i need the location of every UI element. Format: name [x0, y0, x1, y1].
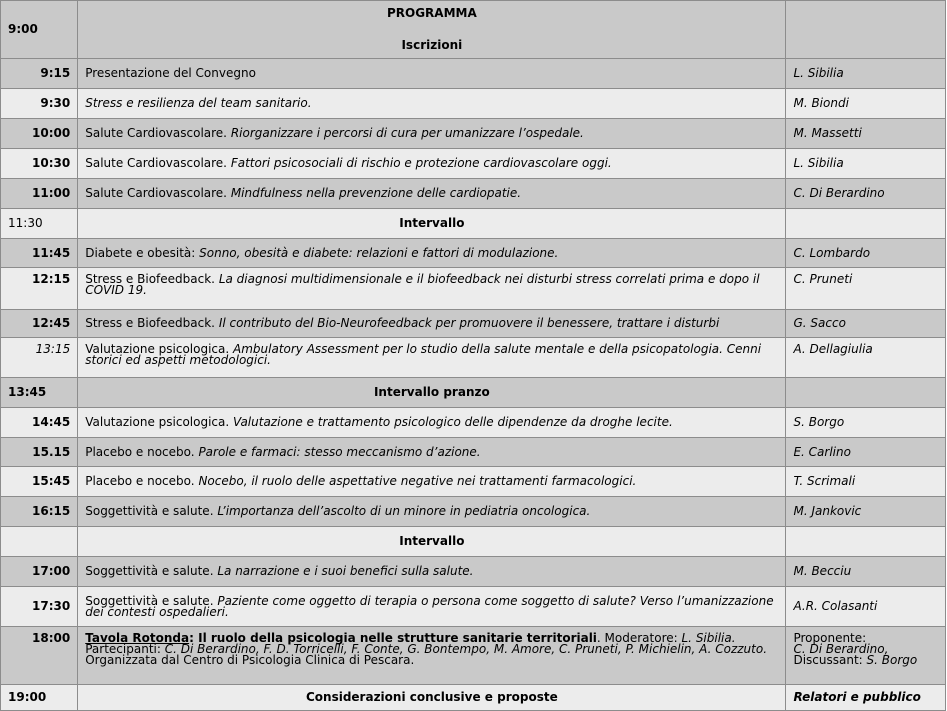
round-table-title: : Il ruolo della psicologia nelle strutture sanitarie territoriali	[189, 631, 597, 645]
round-table-row	[1, 627, 946, 685]
talk-cell	[78, 467, 786, 497]
break-row	[1, 209, 946, 239]
talk-title: Riorganizzare i percorsi di cura per umanizzare l’ospedale.	[230, 126, 584, 140]
time-cell: 13:15	[1, 338, 78, 378]
talk-cell	[78, 149, 786, 179]
talk-cell	[78, 557, 786, 587]
topic-label: Valutazione psicologica.	[85, 415, 230, 429]
time-cell: 9:15	[1, 59, 78, 89]
discussant-name: S. Borgo	[866, 653, 918, 667]
moderator-name: L. Sibilia.	[681, 631, 736, 645]
talk-title: Sonno, obesità e diabete: relazioni e fattori di modulazione.	[199, 245, 559, 260]
speaker-cell: L. Sibilia	[786, 149, 946, 179]
session-row	[1, 438, 946, 467]
talk-title: Nocebo, il ruolo delle aspettative negative nei trattamenti farmacologici.	[198, 474, 637, 488]
session-row	[1, 338, 946, 378]
talk-title: Fattori psicosociali di rischio e protezione cardiovascolare oggi.	[230, 156, 612, 170]
round-table-cell	[78, 627, 786, 685]
topic-label: Diabete e obesità:	[85, 245, 196, 260]
topic-label: Soggettività e salute.	[85, 593, 214, 608]
speaker-cell	[786, 1, 946, 59]
talk-title: Valutazione e trattamento psicologico delle dipendenze da droghe lecite.	[233, 415, 673, 429]
participants-list: C. Di Berardino, F. D. Torricelli, F. Conte, G. Bontempo, M. Amore, C. Pruneti, P. Michielin, A. Cozzuto.	[164, 642, 768, 656]
speaker-cell: S. Borgo	[786, 408, 946, 438]
topic-label: Salute Cardiovascolare.	[85, 186, 227, 200]
talk-cell	[78, 310, 786, 338]
round-table-name: Tavola Rotonda	[85, 631, 190, 645]
talk-title: Mindfulness nella prevenzione delle cardiopatie.	[230, 186, 522, 200]
talk-title: La narrazione e i suoi benefici sulla salute.	[217, 564, 474, 578]
break-row	[1, 527, 946, 557]
program-header	[78, 1, 786, 59]
session-row	[1, 557, 946, 587]
speaker-cell	[786, 627, 946, 685]
talk-cell	[78, 408, 786, 438]
speaker-cell: T. Scrimali	[786, 467, 946, 497]
topic-label: Salute Cardiovascolare.	[85, 156, 227, 170]
closing-row	[1, 685, 946, 711]
topic-label: Soggettività e salute.	[85, 504, 214, 518]
break-label: Intervallo pranzo	[78, 378, 786, 408]
time-cell: 11:00	[1, 179, 78, 209]
time-cell: 9:00	[1, 1, 78, 59]
topic-label: Presentazione del Convegno	[85, 66, 256, 80]
speaker-cell	[786, 378, 946, 408]
topic-label: Placebo e nocebo.	[85, 474, 195, 488]
speaker-cell	[786, 527, 946, 557]
speaker-cell: M. Jankovic	[786, 497, 946, 527]
session-row	[1, 310, 946, 338]
speaker-cell: G. Sacco	[786, 310, 946, 338]
organizer-note: Organizzata dal Centro di Psicologia Clinica di Pescara.	[85, 653, 415, 667]
session-row	[1, 179, 946, 209]
talk-title: Paziente come oggetto di terapia o persona come soggetto di salute? Verso l’umanizzazione dei contesti ospedalieri.	[85, 593, 774, 619]
time-cell: 17:00	[1, 557, 78, 587]
time-cell: 12:15	[1, 268, 78, 310]
break-row	[1, 378, 946, 408]
speaker-cell: E. Carlino	[786, 438, 946, 467]
time-cell: 13:45	[1, 378, 78, 408]
topic-label: Soggettività e salute.	[85, 564, 214, 578]
moderator-label: . Moderatore:	[596, 631, 682, 645]
talk-cell	[78, 239, 786, 268]
speaker-cell	[786, 209, 946, 239]
time-cell: 12:45	[1, 310, 78, 338]
topic-label: Placebo e nocebo.	[85, 444, 195, 459]
session-row	[1, 587, 946, 627]
speaker-cell: C. Pruneti	[786, 268, 946, 310]
talk-cell	[78, 59, 786, 89]
session-row	[1, 89, 946, 119]
time-cell: 15.15	[1, 438, 78, 467]
registration-label: Iscrizioni	[401, 38, 463, 52]
time-cell: 10:00	[1, 119, 78, 149]
program-header-row	[1, 1, 946, 59]
speaker-cell: C. Di Berardino	[786, 179, 946, 209]
session-row	[1, 119, 946, 149]
time-cell: 9:30	[1, 89, 78, 119]
time-cell	[1, 527, 78, 557]
participants-label: Partecipanti:	[85, 642, 165, 656]
time-cell: 18:00	[1, 627, 78, 685]
break-label: Intervallo	[78, 527, 786, 557]
speaker-cell: M. Biondi	[786, 89, 946, 119]
session-row	[1, 149, 946, 179]
speaker-cell: Relatori e pubblico	[786, 685, 946, 711]
talk-title: Parole e farmaci: stesso meccanismo d’azione.	[198, 444, 481, 459]
session-row	[1, 467, 946, 497]
break-label: Intervallo	[78, 209, 786, 239]
speaker-cell: C. Lombardo	[786, 239, 946, 268]
session-row	[1, 268, 946, 310]
topic-label: Valutazione psicologica.	[85, 342, 230, 356]
speaker-cell: L. Sibilia	[786, 59, 946, 89]
talk-cell	[78, 119, 786, 149]
session-row	[1, 59, 946, 89]
time-cell: 10:30	[1, 149, 78, 179]
closing-label: Considerazioni conclusive e proposte	[78, 685, 786, 711]
time-cell: 11:30	[1, 209, 78, 239]
discussant-label: Discussant:	[793, 653, 867, 667]
talk-title: Ambulatory Assessment per lo studio della salute mentale e della psicopatologia. Cenni storici ed aspetti metodologici.	[85, 342, 762, 367]
time-cell: 17:30	[1, 587, 78, 627]
talk-cell	[78, 438, 786, 467]
topic-label: Stress e Biofeedback.	[85, 272, 215, 286]
talk-cell	[78, 179, 786, 209]
talk-cell	[78, 338, 786, 378]
talk-title: La diagnosi multidimensionale e il biofeedback nei disturbi stress correlati prima e dopo il COVID 19.	[85, 272, 760, 297]
talk-cell	[78, 587, 786, 627]
proposer-name: C. Di Berardino,	[793, 642, 889, 656]
talk-cell	[78, 89, 786, 119]
speaker-cell: A.R. Colasanti	[786, 587, 946, 627]
speaker-cell: M. Massetti	[786, 119, 946, 149]
time-cell: 16:15	[1, 497, 78, 527]
topic-label: Stress e Biofeedback.	[85, 316, 215, 330]
time-cell: 15:45	[1, 467, 78, 497]
session-row	[1, 408, 946, 438]
talk-title: Il contributo del Bio-Neurofeedback per promuovere il benessere, trattare i disturbi	[218, 316, 720, 330]
session-row	[1, 497, 946, 527]
program-title: PROGRAMMA	[386, 6, 477, 20]
time-cell: 14:45	[1, 408, 78, 438]
speaker-cell: A. Dellagiulia	[786, 338, 946, 378]
time-cell: 11:45	[1, 239, 78, 268]
talk-cell	[78, 497, 786, 527]
talk-title: L’importanza dell’ascolto di un minore in pediatria oncologica.	[217, 504, 591, 518]
talk-title: Stress e resilienza del team sanitario.	[85, 96, 312, 110]
topic-label: Salute Cardiovascolare.	[85, 126, 227, 140]
speaker-cell: M. Becciu	[786, 557, 946, 587]
time-cell: 19:00	[1, 685, 78, 711]
proposer-label: Proponente:	[793, 631, 867, 645]
talk-cell	[78, 268, 786, 310]
session-row	[1, 239, 946, 268]
